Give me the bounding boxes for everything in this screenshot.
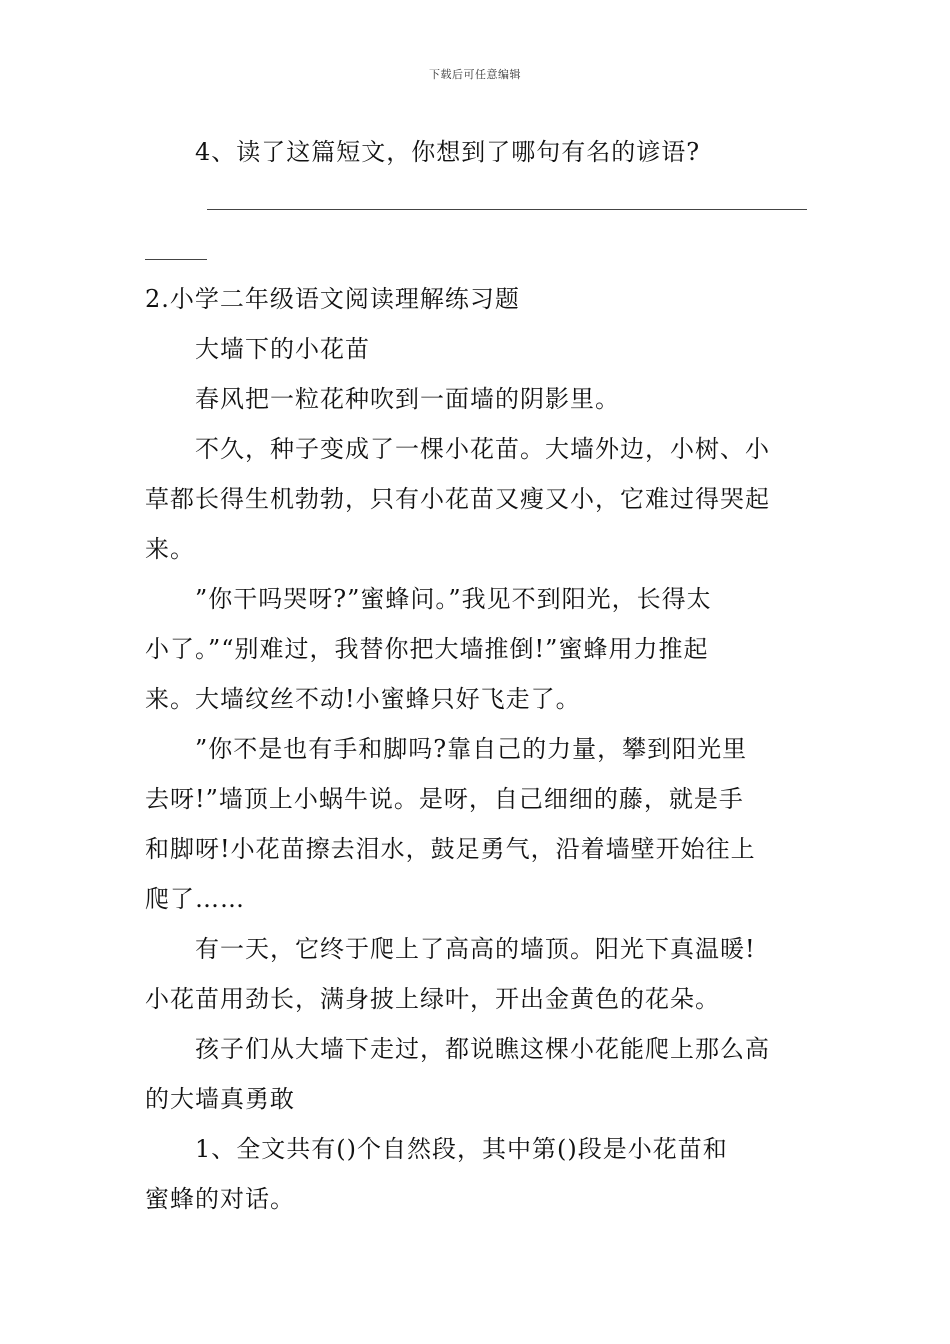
paragraph-line: 爬了……	[145, 885, 245, 913]
paragraph-line: 春风把一粒花种吹到一面墙的阴影里。	[195, 385, 620, 413]
answer-line-continuation	[145, 259, 207, 260]
question-1: 1、全文共有()个自然段，其中第()段是小花苗和	[195, 1135, 728, 1163]
paragraph-line: 有一天，它终于爬上了高高的墙顶。阳光下真温暖!	[195, 935, 756, 963]
paragraph-line: 草都长得生机勃勃，只有小花苗又瘦又小，它难过得哭起	[145, 485, 770, 513]
paragraph-line: ”你干吗哭呀?”蜜蜂问。”我见不到阳光，长得太	[195, 585, 712, 613]
paragraph-line: 小花苗用劲长，满身披上绿叶，开出金黄色的花朵。	[145, 985, 720, 1013]
section-title: 2.小学二年级语文阅读理解练习题	[145, 285, 520, 313]
paragraph-line: 不久，种子变成了一棵小花苗。大墙外边，小树、小	[195, 435, 770, 463]
paragraph-line: 的大墙真勇敢	[145, 1085, 295, 1113]
paragraph-line: 小了。”“别难过，我替你把大墙推倒!”蜜蜂用力推起	[145, 635, 709, 663]
paragraph-line: 来。大墙纹丝不动!小蜜蜂只好飞走了。	[145, 685, 581, 713]
paragraph-line: 孩子们从大墙下走过，都说瞧这棵小花能爬上那么高	[195, 1035, 770, 1063]
paragraph-line: ”你不是也有手和脚吗?靠自己的力量，攀到阳光里	[195, 735, 748, 763]
answer-line	[207, 209, 807, 210]
page-header: 下载后可任意编辑	[429, 68, 521, 81]
story-title: 大墙下的小花苗	[195, 335, 370, 363]
paragraph-line: 和脚呀!小花苗擦去泪水，鼓足勇气，沿着墙壁开始往上	[145, 835, 756, 863]
paragraph-line: 去呀!”墙顶上小蜗牛说。是呀，自己细细的藤，就是手	[145, 785, 744, 813]
question-1-continuation: 蜜蜂的对话。	[145, 1185, 295, 1213]
paragraph-line: 来。	[145, 535, 195, 563]
question-4: 4、读了这篇短文，你想到了哪句有名的谚语?	[195, 138, 701, 166]
